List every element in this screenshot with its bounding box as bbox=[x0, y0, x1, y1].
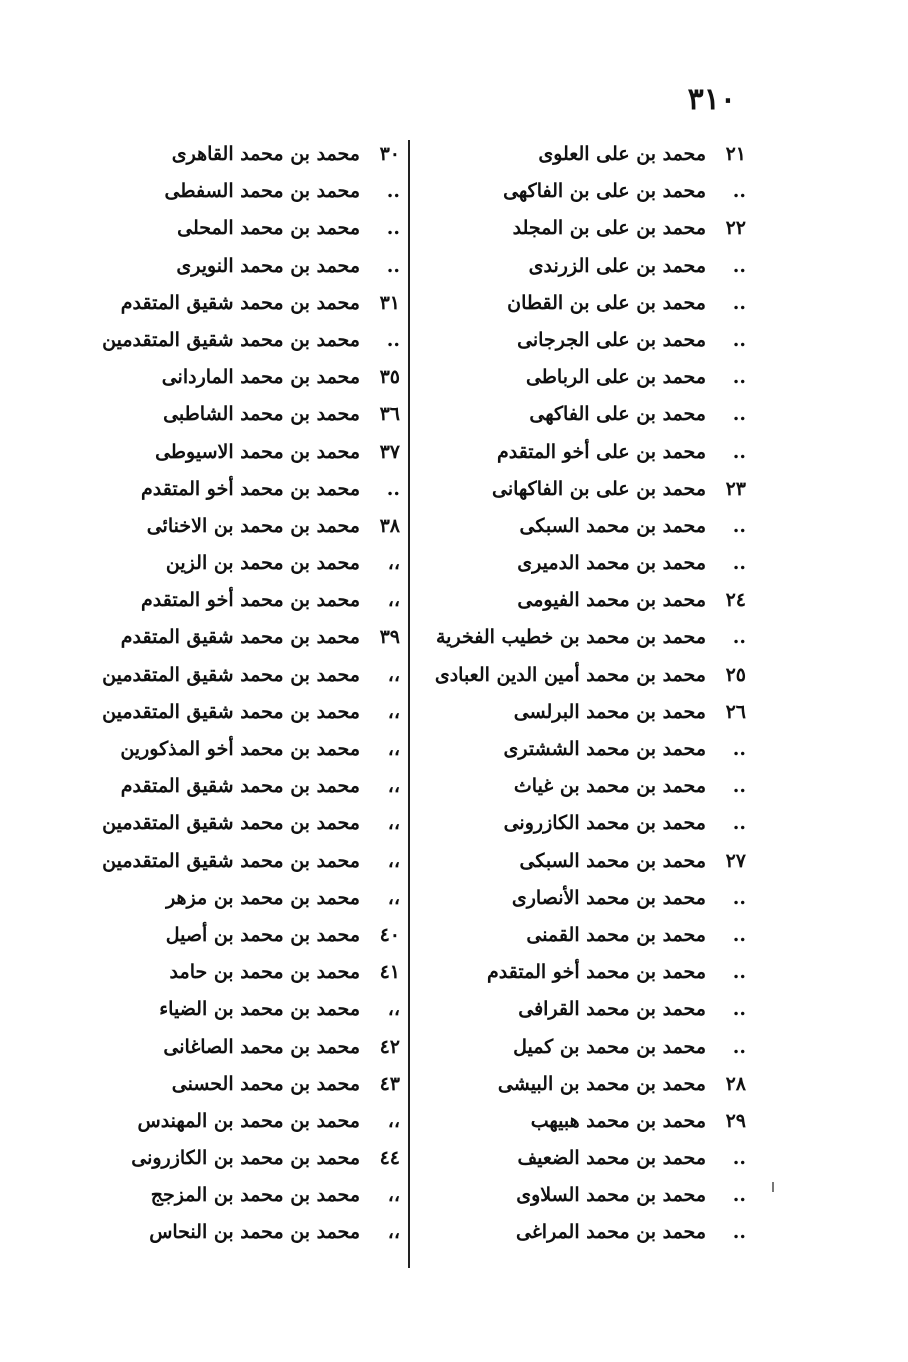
entry-number: .. bbox=[386, 217, 400, 240]
entry-number: .. bbox=[732, 923, 746, 946]
entry-name: محمد بن على بن القطان bbox=[507, 291, 706, 314]
entry-number: .. bbox=[732, 886, 746, 909]
entry-number: .. bbox=[732, 626, 746, 649]
entry-name: محمد بن محمد السبكى bbox=[519, 514, 706, 537]
entry-number: .. bbox=[732, 328, 746, 351]
list-item bbox=[426, 434, 746, 471]
entry-name: محمد بن محمد المراغى bbox=[516, 1221, 706, 1244]
entry-name: محمد بن محمد شقيق المتقدم bbox=[120, 291, 360, 314]
list-item bbox=[80, 880, 400, 917]
entry-number: .. bbox=[732, 552, 746, 575]
entry-name: محمد بن محمد بن أصيل bbox=[165, 923, 360, 946]
entry-number: ٣١ bbox=[379, 291, 400, 314]
entry-name: محمد بن محمد بن الضياء bbox=[159, 998, 360, 1021]
list-item bbox=[426, 1103, 746, 1140]
list-item bbox=[80, 731, 400, 768]
list-item bbox=[426, 471, 746, 508]
entry-number: ٢٥ bbox=[725, 663, 746, 686]
entry-name: محمد بن على الزرندى bbox=[528, 254, 706, 277]
entry-number: .. bbox=[732, 514, 746, 537]
list-item bbox=[426, 396, 746, 433]
list-item bbox=[80, 582, 400, 619]
column-divider bbox=[408, 140, 410, 1268]
entry-number: .. bbox=[732, 291, 746, 314]
entry-name: محمد بن محمد القرافى bbox=[518, 998, 706, 1021]
list-item bbox=[426, 1066, 746, 1103]
list-item bbox=[426, 731, 746, 768]
entry-name: محمد بن محمد شقيق المتقدمين bbox=[102, 812, 360, 835]
list-item bbox=[426, 285, 746, 322]
entry-number: .. bbox=[732, 440, 746, 463]
list-item bbox=[426, 1029, 746, 1066]
list-item bbox=[80, 619, 400, 656]
entry-name: محمد بن محمد بن الكازرونى bbox=[131, 1147, 360, 1170]
entry-number: .. bbox=[386, 180, 400, 203]
list-item bbox=[80, 1140, 400, 1177]
list-item bbox=[426, 136, 746, 173]
entry-number: ٢٨ bbox=[725, 1072, 746, 1095]
entry-name: محمد بن على بن المجلد bbox=[512, 217, 706, 240]
list-item bbox=[80, 210, 400, 247]
entry-number: ،، bbox=[387, 775, 400, 798]
entry-name: محمد بن محمد السفطى bbox=[164, 180, 360, 203]
entry-name: محمد بن محمد الدميرى bbox=[517, 552, 706, 575]
entry-name: محمد بن محمد بن مزهر bbox=[166, 886, 360, 909]
list-item bbox=[80, 359, 400, 396]
list-item bbox=[80, 805, 400, 842]
list-item bbox=[80, 843, 400, 880]
entry-number: ،، bbox=[387, 552, 400, 575]
entry-name: محمد بن محمد بن البيشى bbox=[497, 1072, 706, 1095]
entry-name: محمد بن محمد القاهرى bbox=[171, 143, 360, 165]
entry-name: محمد بن محمد الماردانى bbox=[161, 366, 360, 389]
entry-name: محمد بن على بن الفاكهى bbox=[503, 180, 706, 203]
list-item bbox=[426, 917, 746, 954]
entry-name: محمد بن محمد الضعيف bbox=[517, 1147, 706, 1170]
entry-name: محمد بن محمد السلاوى bbox=[516, 1184, 706, 1207]
list-item bbox=[426, 508, 746, 545]
entry-number: .. bbox=[732, 998, 746, 1021]
list-item bbox=[426, 619, 746, 656]
list-item bbox=[426, 1177, 746, 1214]
entry-number: .. bbox=[386, 328, 400, 351]
entry-name: محمد بن محمد شقيق المتقدمين bbox=[102, 700, 360, 723]
entry-number: ٣٨ bbox=[379, 514, 400, 537]
list-item bbox=[426, 359, 746, 396]
entry-number: ٢٤ bbox=[725, 589, 746, 612]
list-item bbox=[80, 694, 400, 731]
entry-name: محمد بن محمد بن الزين bbox=[165, 552, 360, 575]
entry-number: ٤٤ bbox=[379, 1147, 400, 1170]
entry-name: محمد بن محمد المحلى bbox=[177, 217, 360, 240]
entry-number: .. bbox=[732, 1184, 746, 1207]
list-item bbox=[80, 471, 400, 508]
entry-name: محمد بن محمد النويرى bbox=[176, 254, 360, 277]
entry-number: ٢١ bbox=[725, 143, 746, 165]
entry-name: محمد بن محمد أخو المذكورين bbox=[120, 738, 360, 760]
entry-number: .. bbox=[732, 180, 746, 203]
entry-number: ٢٣ bbox=[725, 477, 746, 500]
list-item bbox=[426, 1140, 746, 1177]
entry-name: محمد بن محمد بن خطيب الفخرية bbox=[436, 626, 706, 649]
entry-number: ٣٩ bbox=[379, 626, 400, 649]
entry-name: محمد بن على العلوى bbox=[538, 143, 706, 165]
entry-number: .. bbox=[732, 812, 746, 835]
list-item bbox=[80, 1177, 400, 1214]
entry-number: ،، bbox=[387, 589, 400, 612]
entry-number: ،، bbox=[387, 663, 400, 686]
entry-number: .. bbox=[732, 403, 746, 426]
entry-name: محمد بن محمد أخو المتقدم bbox=[487, 961, 706, 984]
list-item bbox=[426, 768, 746, 805]
entry-number: .. bbox=[732, 775, 746, 798]
entry-name: محمد بن محمد أخو المتقدم bbox=[141, 589, 360, 612]
list-item bbox=[426, 210, 746, 247]
list-item bbox=[426, 991, 746, 1028]
list-item bbox=[426, 954, 746, 991]
list-item bbox=[80, 1066, 400, 1103]
entry-name: محمد بن محمد الصاغانى bbox=[163, 1035, 360, 1058]
entry-number: ،، bbox=[387, 886, 400, 909]
entry-name: محمد بن محمد الششترى bbox=[503, 738, 706, 760]
entry-number: ٢٦ bbox=[725, 700, 746, 723]
entry-name: محمد بن على الفاكهى bbox=[529, 403, 706, 426]
list-item bbox=[80, 248, 400, 285]
list-item bbox=[80, 954, 400, 991]
entry-number: ،، bbox=[387, 700, 400, 723]
entry-number: .. bbox=[732, 254, 746, 277]
entry-name: محمد بن محمد هبيهب bbox=[530, 1109, 706, 1132]
left-column bbox=[80, 136, 400, 1252]
list-item bbox=[426, 880, 746, 917]
entry-number: .. bbox=[732, 1221, 746, 1244]
list-item bbox=[80, 396, 400, 433]
entry-name: محمد بن محمد الاسيوطى bbox=[155, 440, 360, 463]
list-item bbox=[426, 805, 746, 842]
entry-name: محمد بن محمد أخو المتقدم bbox=[141, 477, 360, 500]
list-item bbox=[80, 508, 400, 545]
list-item bbox=[80, 1029, 400, 1066]
entry-number: ٢٧ bbox=[725, 849, 746, 872]
entry-name: محمد بن محمد البرلسى bbox=[513, 700, 706, 723]
list-item bbox=[80, 1103, 400, 1140]
list-item bbox=[80, 545, 400, 582]
entry-number: ،، bbox=[387, 1109, 400, 1132]
list-item bbox=[80, 991, 400, 1028]
entry-number: ٣٠ bbox=[379, 143, 400, 165]
list-item bbox=[426, 843, 746, 880]
entry-number: ،، bbox=[387, 1221, 400, 1244]
entry-name: محمد بن على الجرجانى bbox=[517, 328, 706, 351]
entry-number: ٤٠ bbox=[379, 923, 400, 946]
entry-number: ٣٧ bbox=[379, 440, 400, 463]
entry-number: ٢٩ bbox=[725, 1109, 746, 1132]
list-item bbox=[426, 1214, 746, 1251]
page-number: ٣١٠ bbox=[687, 82, 736, 117]
entry-name: محمد بن محمد شقيق المتقدمين bbox=[102, 849, 360, 872]
entry-number: .. bbox=[732, 961, 746, 984]
entry-name: محمد بن محمد بن حامد bbox=[169, 961, 360, 984]
entry-name: محمد بن محمد السبكى bbox=[519, 849, 706, 872]
list-item bbox=[426, 694, 746, 731]
entry-number: ٣٦ bbox=[379, 403, 400, 426]
list-item bbox=[80, 173, 400, 210]
entry-name: محمد بن محمد الكازرونى bbox=[503, 812, 706, 835]
entry-number: .. bbox=[386, 477, 400, 500]
entry-name: محمد بن محمد الأنصارى bbox=[511, 886, 706, 909]
entry-name: محمد بن محمد بن المهندس bbox=[137, 1109, 360, 1132]
list-item bbox=[426, 657, 746, 694]
entry-number: ،، bbox=[387, 812, 400, 835]
list-item bbox=[80, 322, 400, 359]
right-column bbox=[426, 136, 746, 1252]
list-item bbox=[80, 768, 400, 805]
entry-name: محمد بن على أخو المتقدم bbox=[496, 440, 706, 463]
entry-number: ٤٣ bbox=[379, 1072, 400, 1095]
list-item bbox=[426, 322, 746, 359]
entry-name: محمد بن محمد بن النحاس bbox=[149, 1221, 360, 1244]
entry-name: محمد بن محمد بن كميل bbox=[513, 1035, 706, 1058]
entry-name: محمد بن محمد شقيق المتقدمين bbox=[102, 328, 360, 351]
entry-number: ٤٢ bbox=[379, 1035, 400, 1058]
entry-number: ٢٢ bbox=[725, 217, 746, 240]
list-item bbox=[426, 545, 746, 582]
entry-number: .. bbox=[732, 738, 746, 760]
stray-mark bbox=[772, 1182, 774, 1192]
entry-number: ،، bbox=[387, 1184, 400, 1207]
entry-name: محمد بن محمد القمنى bbox=[526, 923, 706, 946]
entry-number: ٤١ bbox=[379, 961, 400, 984]
entry-name: محمد بن محمد بن غياث bbox=[513, 775, 706, 798]
entry-name: محمد بن محمد بن الاخنائى bbox=[146, 514, 360, 537]
entry-number: ،، bbox=[387, 738, 400, 760]
list-item bbox=[80, 1214, 400, 1251]
entry-name: محمد بن محمد شقيق المتقدم bbox=[120, 626, 360, 649]
entry-name: محمد بن محمد شقيق المتقدمين bbox=[102, 663, 360, 686]
list-item bbox=[80, 285, 400, 322]
entry-number: .. bbox=[386, 254, 400, 277]
entry-name: محمد بن محمد الفيومى bbox=[517, 589, 706, 612]
entry-name: محمد بن محمد الشاطبى bbox=[163, 403, 360, 426]
entry-name: محمد بن على بن الفاكهانى bbox=[491, 477, 706, 500]
entry-number: ،، bbox=[387, 998, 400, 1021]
entry-number: .. bbox=[732, 1035, 746, 1058]
entry-number: ٣٥ bbox=[379, 366, 400, 389]
entry-name: محمد بن محمد شقيق المتقدم bbox=[120, 775, 360, 798]
list-item bbox=[426, 582, 746, 619]
entry-number: ،، bbox=[387, 849, 400, 872]
entry-name: محمد بن محمد الحسنى bbox=[171, 1072, 360, 1095]
list-item bbox=[426, 248, 746, 285]
list-item bbox=[426, 173, 746, 210]
entry-number: .. bbox=[732, 1147, 746, 1170]
entry-number: .. bbox=[732, 366, 746, 389]
list-item bbox=[80, 136, 400, 173]
entry-name: محمد بن محمد بن المزجج bbox=[150, 1184, 360, 1207]
list-item bbox=[80, 657, 400, 694]
list-item bbox=[80, 434, 400, 471]
entry-name: محمد بن على الرباطى bbox=[525, 366, 706, 389]
list-item bbox=[80, 917, 400, 954]
entry-name: محمد بن محمد أمين الدين العبادى bbox=[434, 663, 706, 686]
